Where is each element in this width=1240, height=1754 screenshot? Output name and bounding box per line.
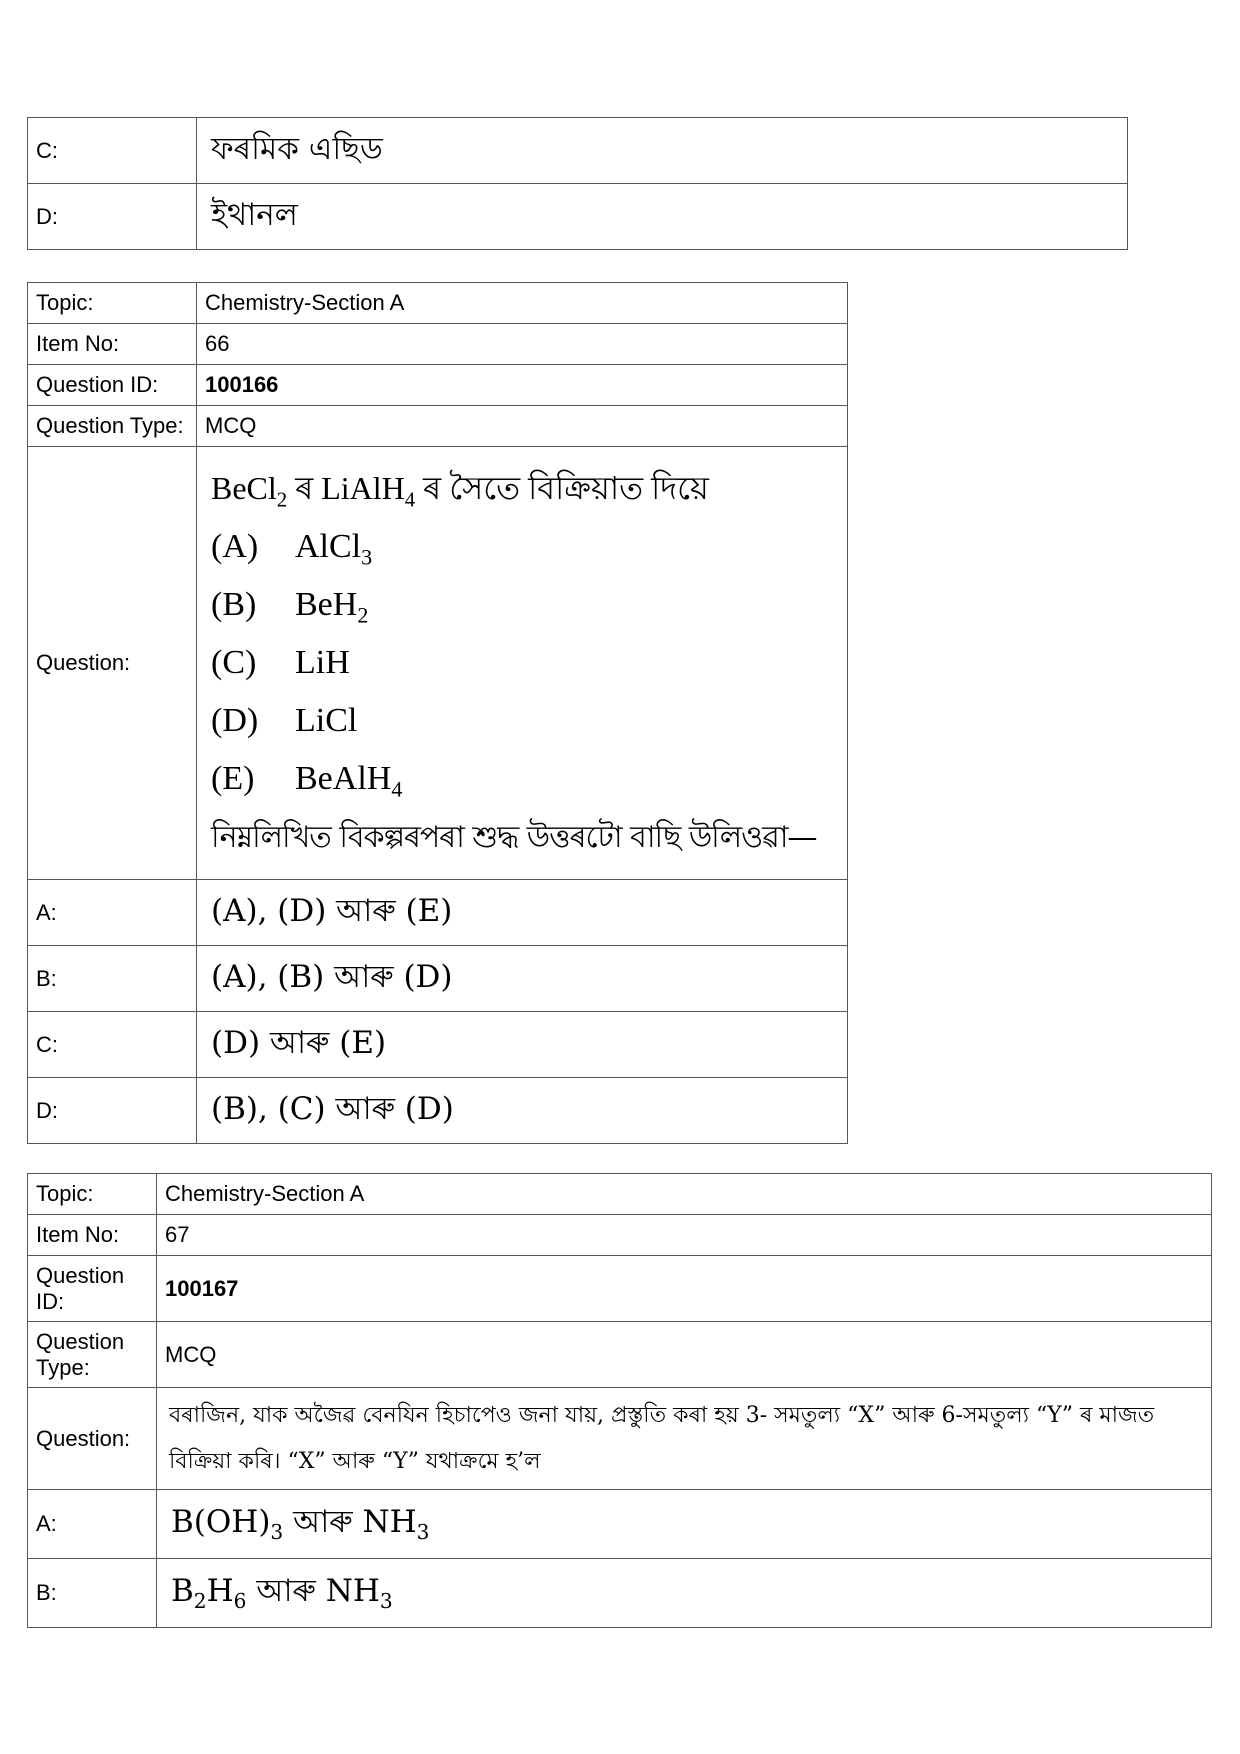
question-option <box>211 576 839 634</box>
question-option <box>211 634 839 692</box>
question-text: বৰাজিন, যাক অজৈৱ বেনযিন হিচাপেও জনা যায়, প্ৰস্তুতি কৰা হয় 3- সমতুল্য “X” আৰু 6-সমতুল্য “Y” ৰ মাজত বিক্ৰিয়া কৰি। “X” আৰু “Y” যথাক্ৰমে হ’ল <box>157 1388 1212 1490</box>
answer-text: (D) আৰু (E) <box>197 1012 848 1078</box>
answer-label: A: <box>28 880 197 946</box>
question-block-67 <box>27 1173 1212 1628</box>
answer-label: B: <box>28 946 197 1012</box>
answer-text: (B), (C) আৰু (D) <box>197 1078 848 1144</box>
question-label: Question: <box>28 1388 157 1490</box>
answer-text: $B_2H_6$ আৰু $NH_3$ <box>157 1559 1212 1628</box>
item-no-label: Item No: <box>28 1215 157 1256</box>
topic-value: Chemistry-Section A <box>157 1174 1212 1215</box>
question-id-label: Question ID: <box>28 1256 157 1322</box>
answer-text: $B(OH)_3$ আৰু $NH_3$ <box>157 1490 1212 1559</box>
item-no-value: 66 <box>197 324 848 365</box>
question-body <box>197 447 848 880</box>
item-no-value: 67 <box>157 1215 1212 1256</box>
option-tag: (C) <box>211 644 257 681</box>
question-id-value: 100167 <box>157 1256 1212 1322</box>
topic-label: Topic: <box>28 1174 157 1215</box>
option-formula: BeAlH$_4$ <box>295 760 403 802</box>
option-label: C: <box>28 118 197 184</box>
option-tag: (D) <box>211 702 259 739</box>
stem-subscript: 4 <box>404 488 416 512</box>
answer-text: (A), (B) আৰু (D) <box>197 946 848 1012</box>
question-id-label: Question ID: <box>28 365 197 406</box>
stem-subscript: 2 <box>276 488 288 512</box>
option-tag: (A) <box>211 528 259 565</box>
question-block-prev <box>27 117 1128 250</box>
question-label: Question: <box>28 447 197 880</box>
option-formula: AlCl$_3$ <box>295 528 373 570</box>
question-id-value: 100166 <box>197 365 848 406</box>
option-label: D: <box>28 184 197 250</box>
answer-text: (A), (D) আৰু (E) <box>197 880 848 946</box>
answer-label: D: <box>28 1078 197 1144</box>
question-type-label: Question Type: <box>28 1322 157 1388</box>
option-formula: LiCl <box>295 702 358 739</box>
question-type-value: MCQ <box>157 1322 1212 1388</box>
answer-label: B: <box>28 1559 157 1628</box>
stem-text: BeCl <box>211 470 277 506</box>
question-type-value: MCQ <box>197 406 848 447</box>
question-stem <box>211 458 839 518</box>
topic-value: Chemistry-Section A <box>197 283 848 324</box>
option-text: ইথানল <box>197 184 1128 250</box>
answer-label: A: <box>28 1490 157 1559</box>
question-type-label: Question Type: <box>28 406 197 447</box>
question-option <box>211 518 839 576</box>
option-tag: (E) <box>211 760 255 797</box>
question-instruction: নিম্নলিখিত বিকল্পৰপৰা শুদ্ধ উত্তৰটো বাছি উলিওৱা— <box>211 820 817 855</box>
option-text: ফৰমিক এছিড <box>197 118 1128 184</box>
question-block-66 <box>27 282 848 1144</box>
question-option <box>211 692 839 750</box>
stem-text: ৰ সৈতে বিক্ৰিয়াত দিয়ে <box>415 470 709 506</box>
item-no-label: Item No: <box>28 324 197 365</box>
stem-text: ৰ LiAlH <box>287 470 405 506</box>
topic-label: Topic: <box>28 283 197 324</box>
option-row <box>28 184 1128 250</box>
option-tag: (B) <box>211 586 257 623</box>
answer-label: C: <box>28 1012 197 1078</box>
option-row <box>28 118 1128 184</box>
option-formula: BeH$_2$ <box>295 586 369 628</box>
question-option <box>211 750 839 808</box>
option-formula: LiH <box>295 644 350 681</box>
